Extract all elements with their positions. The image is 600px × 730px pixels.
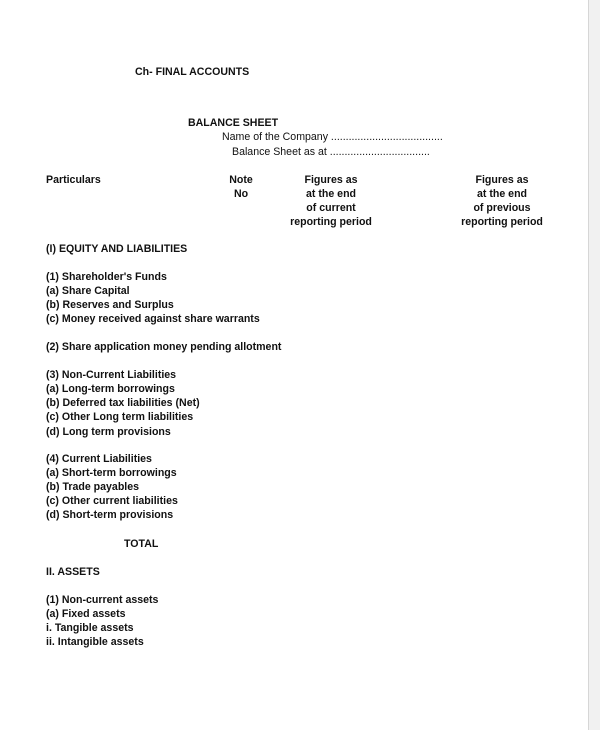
column-header-previous-period [447, 173, 557, 229]
current-line-4: reporting period [290, 216, 372, 228]
section-heading-assets: II. ASSETS [46, 566, 100, 578]
group-heading: (3) Non-Current Liabilities [46, 369, 177, 381]
column-header-current-period [276, 173, 386, 229]
line-item: (a) Short-term borrowings [46, 467, 177, 479]
chapter-title: Ch- FINAL ACCOUNTS [135, 66, 250, 78]
previous-line-4: reporting period [461, 216, 543, 228]
line-item: (a) Fixed assets [46, 608, 126, 620]
previous-line-3: of previous [473, 202, 531, 214]
group-heading: (2) Share application money pending allotment [46, 341, 282, 353]
group-heading: (4) Current Liabilities [46, 453, 152, 465]
note-line-2: No [233, 188, 249, 200]
line-item: (a) Long-term borrowings [46, 383, 175, 395]
line-item: i. Tangible assets [46, 622, 134, 634]
group-heading: (1) Shareholder's Funds [46, 271, 167, 283]
line-item: (c) Other current liabilities [46, 495, 178, 507]
line-item: (b) Trade payables [46, 481, 140, 493]
total-label: TOTAL [124, 538, 159, 550]
line-item: (a) Share Capital [46, 285, 130, 297]
previous-line-1: Figures as [475, 174, 529, 186]
line-item: (d) Short-term provisions [46, 509, 174, 521]
column-header-particulars: Particulars [46, 174, 101, 186]
line-item: (c) Money received against share warrants [46, 313, 260, 325]
current-line-1: Figures as [304, 174, 358, 186]
current-line-2: at the end [305, 188, 357, 200]
column-header-note [216, 173, 266, 201]
line-item: ii. Intangible assets [46, 636, 144, 648]
group-heading: (1) Non-current assets [46, 594, 159, 606]
current-line-3: of current [306, 202, 356, 214]
balance-sheet-date-line: Balance Sheet as at .................................. [232, 146, 430, 158]
previous-line-2: at the end [476, 188, 528, 200]
line-item: (b) Deferred tax liabilities (Net) [46, 397, 200, 409]
company-name-line: Name of the Company ...................................... [222, 131, 443, 143]
section-heading-equity-liabilities: (I) EQUITY AND LIABILITIES [46, 243, 188, 255]
line-item: (b) Reserves and Surplus [46, 299, 174, 311]
sheet-title: BALANCE SHEET [188, 117, 279, 129]
line-item: (c) Other Long term liabilities [46, 411, 194, 423]
line-item: (d) Long term provisions [46, 426, 171, 438]
note-line-1: Note [229, 174, 253, 186]
